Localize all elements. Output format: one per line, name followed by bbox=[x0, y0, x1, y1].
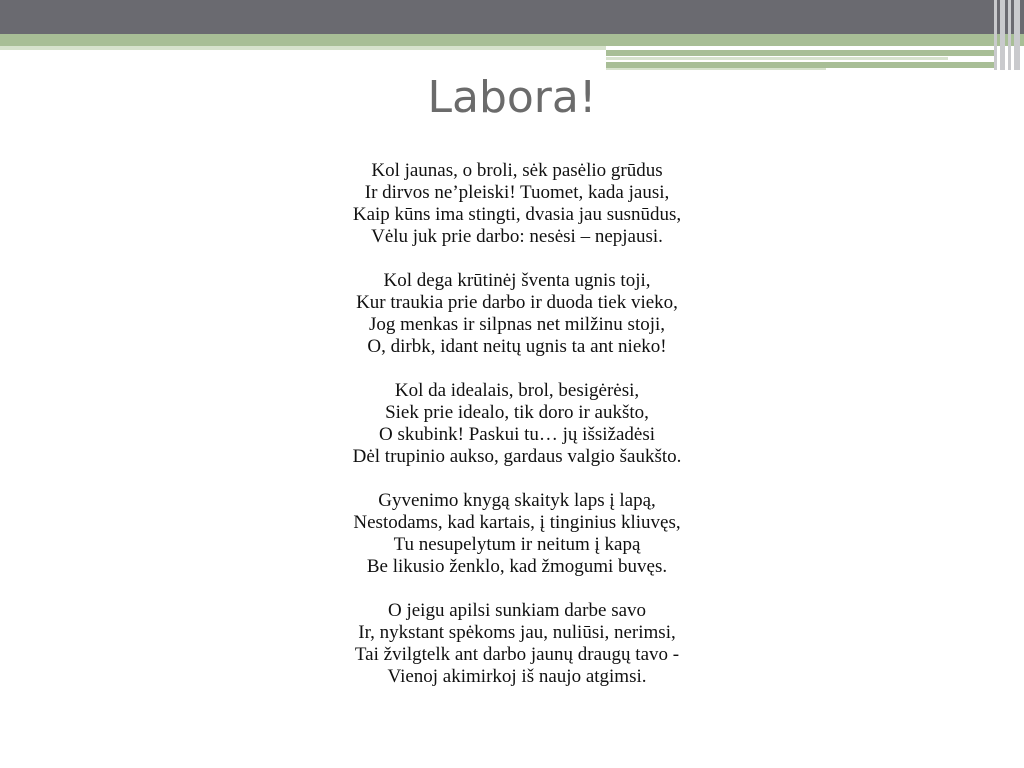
poem-line: Ir, nykstant spėkoms jau, nuliūsi, nerimsi, bbox=[358, 622, 676, 643]
poem-stanza bbox=[0, 160, 1024, 248]
poem-stanza bbox=[0, 600, 1024, 688]
poem-stanza bbox=[0, 270, 1024, 358]
poem-line: Tai žvilgtelk ant darbo jaunų draugų tavo - bbox=[354, 644, 680, 665]
decorative-stripe bbox=[1000, 0, 1005, 70]
poem-line: O jeigu apilsi sunkiam darbe savo bbox=[387, 600, 647, 621]
poem-line: Kol jaunas, o broli, sėk pasėlio grūdus bbox=[371, 160, 663, 181]
poem-line: Gyvenimo knygą skaityk laps į lapą, bbox=[378, 490, 656, 511]
poem-line: Tu nesupelytum ir neitum į kapą bbox=[393, 534, 641, 555]
decorative-stripe bbox=[1008, 0, 1011, 70]
poem-line: Jog menkas ir silpnas net milžinu stoji, bbox=[368, 314, 666, 335]
poem-stanza bbox=[0, 490, 1024, 578]
poem-line: Kol da idealais, brol, besigėrėsi, bbox=[394, 380, 640, 401]
header-accent-band-light bbox=[0, 46, 606, 50]
header-bar bbox=[0, 0, 1024, 34]
decorative-line bbox=[606, 50, 996, 56]
poem-line: Vienoj akimirkoj iš naujo atgimsi. bbox=[387, 666, 647, 687]
poem-line: Be likusio ženklo, kad žmogumi buvęs. bbox=[366, 556, 668, 577]
decorative-stripe bbox=[1014, 0, 1020, 70]
poem-line: Kol dega krūtinėj šventa ugnis toji, bbox=[383, 270, 651, 291]
decorative-stripe bbox=[994, 0, 997, 70]
slide-title: Labora! bbox=[427, 72, 597, 123]
decorative-line bbox=[606, 57, 948, 60]
poem-line: O, dirbk, idant neitų ugnis ta ant nieko! bbox=[367, 336, 667, 357]
poem-stanza bbox=[0, 380, 1024, 468]
poem-body bbox=[0, 160, 1024, 710]
poem-line: Vėlu juk prie darbo: nesėsi – nepjausi. bbox=[371, 226, 663, 247]
decorative-stripes bbox=[994, 0, 1024, 70]
poem-line: O skubink! Paskui tu… jų išsižadėsi bbox=[378, 424, 656, 445]
poem-line: Dėl trupinio aukso, gardaus valgio šaukšto. bbox=[352, 446, 682, 467]
poem-line: Siek prie idealo, tik doro ir aukšto, bbox=[385, 402, 649, 423]
poem-line: Kur traukia prie darbo ir duoda tiek vieko, bbox=[356, 292, 678, 313]
poem-line: Ir dirvos ne’pleiski! Tuomet, kada jausi, bbox=[364, 182, 670, 203]
header-accent-band bbox=[0, 34, 1024, 46]
poem-line: Nestodams, kad kartais, į tinginius kliuvęs, bbox=[353, 512, 681, 533]
poem-line: Kaip kūns ima stingti, dvasia jau susnūdus, bbox=[352, 204, 682, 225]
